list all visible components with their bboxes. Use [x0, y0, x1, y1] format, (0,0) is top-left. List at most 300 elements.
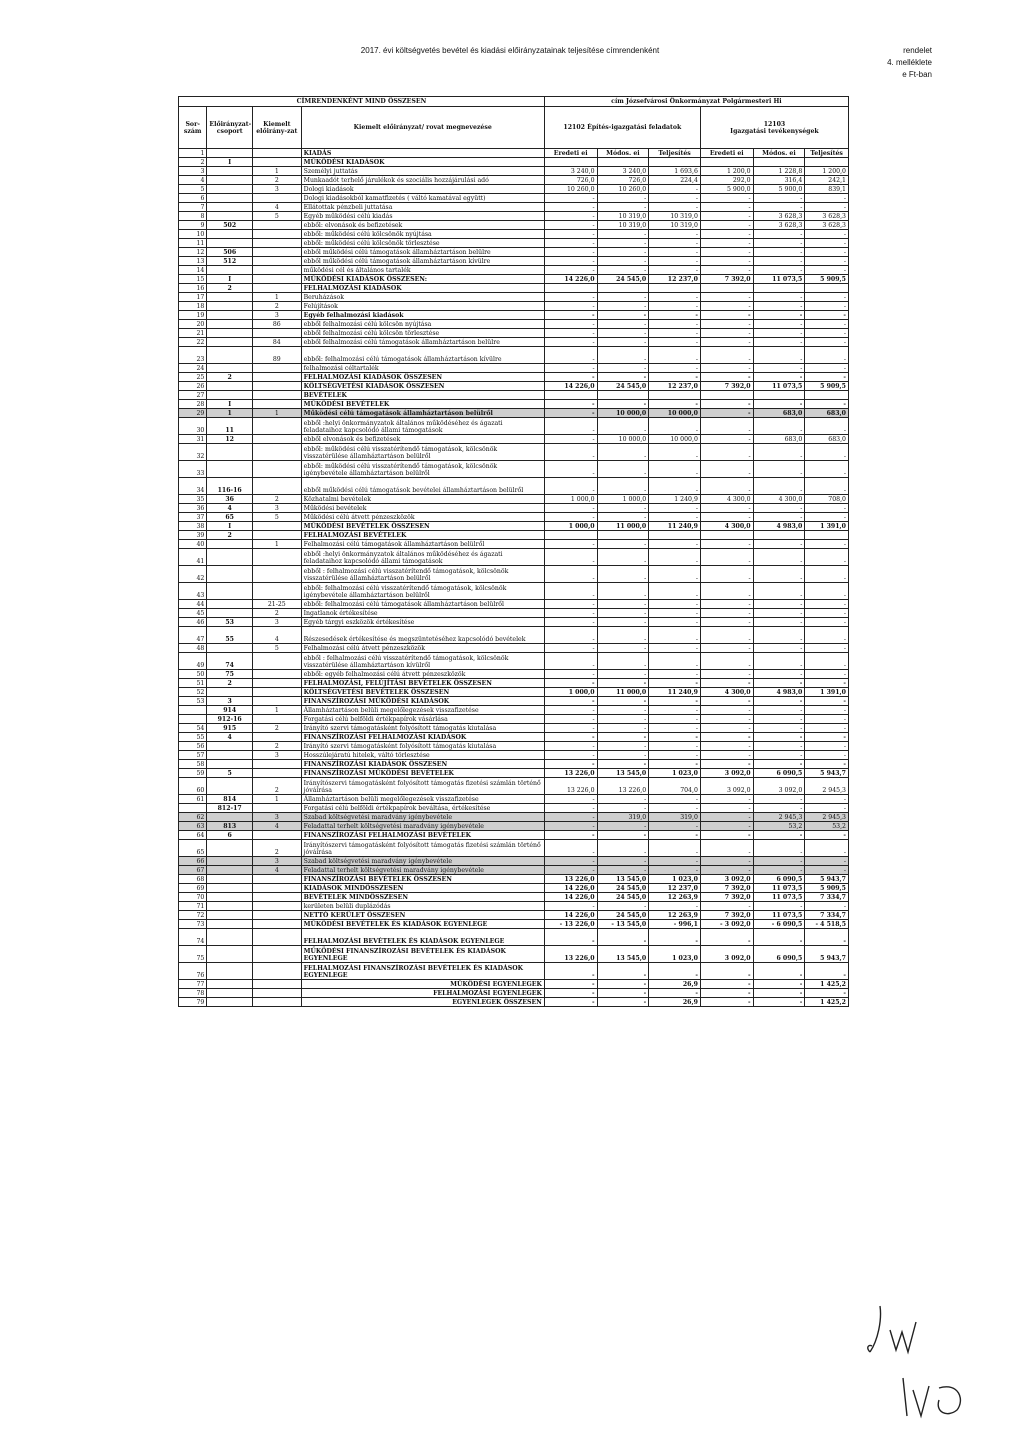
- row-number: 31: [179, 435, 207, 444]
- row-value: 704,0: [649, 778, 701, 795]
- table-row: [179, 248, 849, 257]
- row-value: -: [700, 998, 753, 1007]
- row-value: -: [805, 670, 849, 679]
- row-value: [597, 158, 649, 167]
- row-group-code: 36: [207, 495, 253, 504]
- row-value: -: [805, 760, 849, 769]
- row-number: 30: [179, 418, 207, 435]
- row-value: 1 023,0: [649, 875, 701, 884]
- row-value: 726,0: [544, 176, 597, 185]
- row-name: Hosszúlejáratú hitelek, váltó törlesztése: [301, 751, 544, 760]
- row-value: -: [544, 902, 597, 911]
- row-value: 1 693,6: [649, 167, 701, 176]
- row-name: Egyéb tárgyi eszközök értékesítése: [301, 618, 544, 627]
- row-value: -: [753, 644, 805, 653]
- row-value: -: [544, 302, 597, 311]
- row-value: -: [753, 795, 805, 804]
- row-value: -: [649, 461, 701, 478]
- row-value: -: [649, 373, 701, 382]
- row-value: -: [753, 338, 805, 347]
- row-group-code: 915: [207, 724, 253, 733]
- row-value: -: [649, 320, 701, 329]
- row-value: -: [753, 549, 805, 566]
- row-value: -: [700, 373, 753, 382]
- table-row: [179, 840, 849, 857]
- row-value: 26,9: [649, 980, 701, 989]
- row-value: -: [805, 706, 849, 715]
- row-item-code: [252, 920, 301, 929]
- row-value: -: [649, 618, 701, 627]
- row-value: 1 200,0: [805, 167, 849, 176]
- table-row: [179, 194, 849, 203]
- row-value: -: [805, 653, 849, 670]
- table-row: [179, 478, 849, 495]
- row-value: 10 319,0: [597, 212, 649, 221]
- row-value: 1 023,0: [649, 769, 701, 778]
- table-row: [179, 742, 849, 751]
- row-value: -: [544, 760, 597, 769]
- row-value: -: [753, 504, 805, 513]
- row-value: -: [753, 742, 805, 751]
- row-group-code: 74: [207, 653, 253, 670]
- row-value: -: [805, 618, 849, 627]
- row-group-code: [207, 751, 253, 760]
- row-value: -: [753, 733, 805, 742]
- row-value: -: [805, 804, 849, 813]
- row-value: -: [649, 600, 701, 609]
- row-number: 73: [179, 920, 207, 929]
- row-name: Felhalmozási célú támogatások államháztartáson belülről: [301, 540, 544, 549]
- table-row: [179, 980, 849, 989]
- table-row: [179, 212, 849, 221]
- row-value: 10 260,0: [544, 185, 597, 194]
- table-row: [179, 884, 849, 893]
- row-value: -: [805, 679, 849, 688]
- row-number: 45: [179, 609, 207, 618]
- row-value: -: [700, 212, 753, 221]
- row-value: [597, 531, 649, 540]
- row-value: -: [597, 549, 649, 566]
- row-group-code: [207, 840, 253, 857]
- row-value: -: [544, 504, 597, 513]
- row-number: 56: [179, 742, 207, 751]
- row-value: -: [700, 444, 753, 461]
- row-name: Egyéb működési célú kiadás: [301, 212, 544, 221]
- table-row: [179, 920, 849, 929]
- table-row: [179, 435, 849, 444]
- row-item-code: 2: [252, 742, 301, 751]
- table-row: [179, 618, 849, 627]
- row-value: -: [753, 364, 805, 373]
- row-value: -: [649, 418, 701, 435]
- row-value: -: [649, 338, 701, 347]
- col-header-sorszam: Sor-szám: [179, 107, 207, 149]
- row-item-code: 1: [252, 540, 301, 549]
- row-value: -: [753, 857, 805, 866]
- row-value: -: [700, 513, 753, 522]
- row-name: ebből: működési célú visszatérítendő támogatások, kölcsönök visszatérülése államháztartáson belülről: [301, 444, 544, 461]
- row-value: 10 319,0: [649, 221, 701, 230]
- row-group-code: [207, 239, 253, 248]
- row-name: ebből : felhalmozási célú visszatérítendő támogatások, kölcsönök visszatérülése államháztartáson belülről: [301, 566, 544, 583]
- row-group-code: [207, 540, 253, 549]
- row-value: -: [597, 248, 649, 257]
- row-value: -: [597, 418, 649, 435]
- row-value: 1 425,2: [805, 998, 849, 1007]
- row-value: -: [597, 609, 649, 618]
- row-value: 14 226,0: [544, 911, 597, 920]
- row-number: 5: [179, 185, 207, 194]
- row-value: -: [753, 627, 805, 644]
- row-value: -: [544, 866, 597, 875]
- row-number: 57: [179, 751, 207, 760]
- row-value: 11 073,5: [753, 275, 805, 284]
- row-number: 40: [179, 540, 207, 549]
- row-value: 14 226,0: [544, 893, 597, 902]
- row-value: -: [700, 929, 753, 946]
- row-group-code: [207, 176, 253, 185]
- row-value: [597, 391, 649, 400]
- row-value: -: [649, 902, 701, 911]
- row-value: -: [700, 902, 753, 911]
- row-group-code: 12: [207, 435, 253, 444]
- row-value: -: [544, 293, 597, 302]
- row-item-code: [252, 549, 301, 566]
- row-value: 24 545,0: [597, 275, 649, 284]
- row-item-code: 2: [252, 724, 301, 733]
- row-number: 50: [179, 670, 207, 679]
- row-value: -: [649, 733, 701, 742]
- row-item-code: [252, 911, 301, 920]
- table-row: [179, 875, 849, 884]
- row-value: -: [805, 549, 849, 566]
- row-name: ebből működési célú támogatások bevételei államháztartáson belülről: [301, 478, 544, 495]
- row-value: -: [753, 989, 805, 998]
- row-number: 62: [179, 813, 207, 822]
- table-row: [179, 302, 849, 311]
- row-value: -: [700, 364, 753, 373]
- row-name: Irányítószervi támogatásként folyósított támogatás fizetési számlán történő jóváírása: [301, 778, 544, 795]
- row-value: -: [544, 751, 597, 760]
- row-item-code: [252, 875, 301, 884]
- table-row: [179, 522, 849, 531]
- row-item-code: 2: [252, 778, 301, 795]
- row-value: 24 545,0: [597, 382, 649, 391]
- row-value: -: [597, 618, 649, 627]
- row-value: -: [544, 418, 597, 435]
- row-value: 292,0: [700, 176, 753, 185]
- row-value: 7 392,0: [700, 884, 753, 893]
- row-value: -: [700, 338, 753, 347]
- row-value: 1 240,9: [649, 495, 701, 504]
- row-value: -: [700, 804, 753, 813]
- row-value: -: [805, 644, 849, 653]
- row-name: EGYENLEGEK ÖSSZESEN: [301, 998, 544, 1007]
- row-group-code: [207, 778, 253, 795]
- row-value: 4 300,0: [700, 522, 753, 531]
- row-name: FELHALMOZÁSI BEVÉTELEK ÉS KIADÁSOK EGYENLEGE: [301, 929, 544, 946]
- row-number: 26: [179, 382, 207, 391]
- row-value: -: [805, 513, 849, 522]
- row-group-code: [207, 194, 253, 203]
- row-item-code: [252, 980, 301, 989]
- row-number: 28: [179, 400, 207, 409]
- row-group-code: 2: [207, 284, 253, 293]
- row-value: 24 545,0: [597, 884, 649, 893]
- row-value: -: [753, 373, 805, 382]
- row-value: -: [544, 549, 597, 566]
- table-row: [179, 293, 849, 302]
- row-item-code: [252, 373, 301, 382]
- row-value: - 996,1: [649, 920, 701, 929]
- row-name: KÖLTSÉGVETÉSI KIADÁSOK ÖSSZESEN: [301, 382, 544, 391]
- row-number: 77: [179, 980, 207, 989]
- row-value: -: [805, 248, 849, 257]
- row-name: FELHALMOZÁSI EGYENLEGEK: [301, 989, 544, 998]
- row-name: FINANSZÍROZÁSI FELHALMOZÁSI BEVÉTELEK: [301, 831, 544, 840]
- row-value: -: [753, 266, 805, 275]
- row-group-code: [207, 212, 253, 221]
- row-number: 16: [179, 284, 207, 293]
- row-value: -: [597, 929, 649, 946]
- row-value: -: [805, 902, 849, 911]
- row-value: -: [649, 444, 701, 461]
- row-value: -: [597, 840, 649, 857]
- row-value: -: [700, 293, 753, 302]
- row-value: -: [753, 929, 805, 946]
- row-name: Felújítások: [301, 302, 544, 311]
- row-value: -: [753, 653, 805, 670]
- row-number: 3: [179, 167, 207, 176]
- row-value: 4 983,0: [753, 522, 805, 531]
- row-item-code: 3: [252, 185, 301, 194]
- row-name: FINANSZÍROZÁSI KIADÁSOK ÖSSZESEN: [301, 760, 544, 769]
- table-row: [179, 364, 849, 373]
- row-value: [544, 158, 597, 167]
- table-row: [179, 644, 849, 653]
- row-number: 2: [179, 158, 207, 167]
- row-value: 3 092,0: [700, 946, 753, 963]
- row-value: 53,2: [753, 822, 805, 831]
- row-value: -: [753, 248, 805, 257]
- row-value: -: [649, 239, 701, 248]
- row-value: -: [753, 230, 805, 239]
- row-number: [179, 706, 207, 715]
- row-value: -: [700, 409, 753, 418]
- table-row: [179, 495, 849, 504]
- row-item-code: [252, 418, 301, 435]
- row-value: -: [649, 715, 701, 724]
- row-number: 79: [179, 998, 207, 1007]
- row-item-code: [252, 522, 301, 531]
- row-value: -: [649, 540, 701, 549]
- row-value: 14 226,0: [544, 382, 597, 391]
- row-group-code: 2: [207, 373, 253, 382]
- row-value: -: [753, 609, 805, 618]
- row-name: MŰKÖDÉSI KIADÁSOK ÖSSZESEN:: [301, 275, 544, 284]
- row-value: -: [597, 653, 649, 670]
- row-value: -: [700, 504, 753, 513]
- row-value: 11 073,5: [753, 884, 805, 893]
- row-value: -: [597, 373, 649, 382]
- row-value: -: [544, 840, 597, 857]
- row-value: 13 545,0: [597, 946, 649, 963]
- row-value: -: [805, 203, 849, 212]
- row-item-code: [252, 715, 301, 724]
- row-value: -: [805, 338, 849, 347]
- row-value: -: [544, 221, 597, 230]
- row-value: -: [649, 929, 701, 946]
- row-value: -: [805, 627, 849, 644]
- row-group-code: [207, 600, 253, 609]
- row-number: 24: [179, 364, 207, 373]
- group-title: CÍMRENDENKÉNT MIND ÖSSZESEN: [179, 97, 545, 107]
- row-item-code: [252, 364, 301, 373]
- row-value: 10 319,0: [649, 212, 701, 221]
- row-value: 224,4: [649, 176, 701, 185]
- row-value: -: [544, 373, 597, 382]
- row-value: [753, 284, 805, 293]
- row-item-code: [252, 769, 301, 778]
- row-item-code: [252, 239, 301, 248]
- row-value: 24 545,0: [597, 893, 649, 902]
- row-value: -: [597, 230, 649, 239]
- table-row: [179, 963, 849, 980]
- row-number: [179, 804, 207, 813]
- handwritten-initials: [860, 1300, 930, 1360]
- row-value: 5 909,5: [805, 275, 849, 284]
- row-item-code: 84: [252, 338, 301, 347]
- row-group-code: 1: [207, 409, 253, 418]
- row-item-code: 4: [252, 627, 301, 644]
- row-number: 68: [179, 875, 207, 884]
- row-number: 34: [179, 478, 207, 495]
- row-value: -: [649, 724, 701, 733]
- row-value: -: [544, 653, 597, 670]
- row-value: -: [805, 566, 849, 583]
- row-item-code: 89: [252, 347, 301, 364]
- row-name: működési cél és általános tartalék: [301, 266, 544, 275]
- row-number: 71: [179, 902, 207, 911]
- row-value: -: [649, 248, 701, 257]
- row-number: 22: [179, 338, 207, 347]
- row-value: -: [544, 540, 597, 549]
- row-value: 839,1: [805, 185, 849, 194]
- row-value: -: [544, 804, 597, 813]
- row-value: -: [700, 751, 753, 760]
- row-value: 683,0: [805, 435, 849, 444]
- row-value: 14 226,0: [544, 884, 597, 893]
- row-value: -: [700, 989, 753, 998]
- row-value: -: [544, 679, 597, 688]
- row-value: -: [597, 329, 649, 338]
- table-row: [179, 347, 849, 364]
- row-value: 13 226,0: [544, 769, 597, 778]
- row-value: -: [544, 320, 597, 329]
- row-value: 1 023,0: [649, 946, 701, 963]
- row-value: -: [753, 540, 805, 549]
- row-value: -: [544, 715, 597, 724]
- row-value: 3 092,0: [700, 778, 753, 795]
- row-value: -: [753, 478, 805, 495]
- row-value: -: [597, 706, 649, 715]
- row-value: -: [649, 549, 701, 566]
- row-value: -: [700, 813, 753, 822]
- row-item-code: 1: [252, 167, 301, 176]
- row-item-code: [252, 391, 301, 400]
- row-group-code: [207, 302, 253, 311]
- row-value: -: [597, 583, 649, 600]
- row-name: FELHALMOZÁSI KIADÁSOK ÖSSZESEN: [301, 373, 544, 382]
- row-value: -: [649, 203, 701, 212]
- row-number: 49: [179, 653, 207, 670]
- row-value: -: [597, 347, 649, 364]
- row-item-code: 5: [252, 513, 301, 522]
- row-value: -: [649, 840, 701, 857]
- row-item-code: [252, 989, 301, 998]
- row-value: -: [700, 866, 753, 875]
- row-value: -: [544, 347, 597, 364]
- table-row: [179, 566, 849, 583]
- row-value: -: [700, 840, 753, 857]
- row-number: 67: [179, 866, 207, 875]
- table-row: [179, 715, 849, 724]
- row-value: -: [805, 715, 849, 724]
- row-value: [805, 531, 849, 540]
- row-number: 43: [179, 583, 207, 600]
- row-value: -: [700, 461, 753, 478]
- row-value: 10 000,0: [649, 435, 701, 444]
- row-value: -: [544, 724, 597, 733]
- row-number: 25: [179, 373, 207, 382]
- row-name: ebből : felhalmozási célú visszatérítendő támogatások, kölcsönök visszatérülése államháztartáson kívülről: [301, 653, 544, 670]
- row-group-code: [207, 320, 253, 329]
- row-name: Irányító szervi támogatásként folyósított támogatás kiutalása: [301, 742, 544, 751]
- table-row: [179, 461, 849, 478]
- table-row: [179, 795, 849, 804]
- table-row: [179, 230, 849, 239]
- row-value: Teljesítés: [649, 149, 701, 158]
- row-group-code: [207, 688, 253, 697]
- row-value: -: [597, 989, 649, 998]
- row-number: 46: [179, 618, 207, 627]
- row-value: -: [753, 706, 805, 715]
- row-value: - 4 518,5: [805, 920, 849, 929]
- row-value: -: [805, 478, 849, 495]
- row-value: - 13 226,0: [544, 920, 597, 929]
- row-value: -: [805, 540, 849, 549]
- row-value: -: [700, 670, 753, 679]
- row-name: KIADÁSOK MINDÖSSZESEN: [301, 884, 544, 893]
- row-value: -: [544, 857, 597, 866]
- row-value: -: [597, 293, 649, 302]
- row-value: -: [753, 980, 805, 989]
- row-item-code: [252, 893, 301, 902]
- row-name: ebből: működési célú kölcsönök törlesztése: [301, 239, 544, 248]
- row-value: 316,4: [753, 176, 805, 185]
- row-value: -: [597, 751, 649, 760]
- row-value: 3 628,3: [753, 221, 805, 230]
- row-value: -: [753, 831, 805, 840]
- row-group-code: [207, 920, 253, 929]
- row-value: -: [805, 311, 849, 320]
- row-value: -: [805, 697, 849, 706]
- row-value: 319,0: [649, 813, 701, 822]
- row-name: FELHALMOZÁSI KIADÁSOK: [301, 284, 544, 293]
- table-row: [179, 751, 849, 760]
- row-value: 53,2: [805, 822, 849, 831]
- row-number: 1: [179, 149, 207, 158]
